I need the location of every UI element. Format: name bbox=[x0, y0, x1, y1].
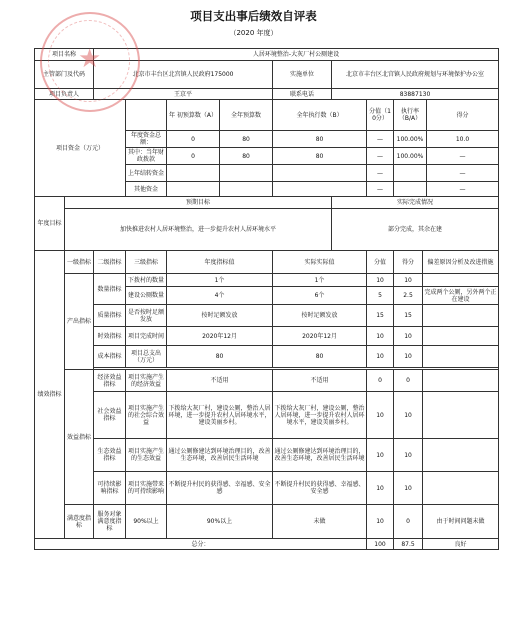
indicator-level3: 是否按时足额发放 bbox=[126, 305, 167, 327]
indicator-actual: 80 bbox=[273, 346, 367, 368]
indicator-points: 10 bbox=[394, 274, 423, 287]
funds-section-label: 项目资金（万元） bbox=[35, 100, 126, 197]
funds-row-exec bbox=[273, 182, 367, 197]
indicator-level3: 项目实施带来的可持续影响 bbox=[126, 472, 167, 505]
satisfaction-indicator-label: 满意度指标 bbox=[65, 505, 94, 539]
indicator-score: 10 bbox=[367, 327, 394, 346]
indicator-level3: 项目实施产生的生态效益 bbox=[126, 439, 167, 472]
indicator-level3: 项目总支出（万元） bbox=[126, 346, 167, 368]
indicator-level3: 项目实施产生的社会综合效益 bbox=[126, 392, 167, 439]
indicator-target: 4个 bbox=[167, 287, 273, 305]
funds-row-full: 80 bbox=[220, 131, 273, 148]
annual-goal-label: 年度目标 bbox=[35, 197, 65, 251]
indicator-level2: 服务对象满意度指标 bbox=[94, 505, 126, 539]
unit-value: 北京市丰台区北宫镇人民政府规划与环境保护办公室 bbox=[332, 61, 499, 89]
indicator-level3: 90%以上 bbox=[126, 505, 167, 539]
indicator-points: 10 bbox=[394, 439, 423, 472]
funds-row-initial: 0 bbox=[167, 131, 220, 148]
funds-row-rate: 100.00% bbox=[394, 148, 427, 165]
indicator-reason bbox=[423, 346, 499, 368]
funds-row-points: — bbox=[427, 165, 499, 182]
indicator-points: 10 bbox=[394, 392, 423, 439]
indicator-score: 10 bbox=[367, 439, 394, 472]
indicator-reason bbox=[423, 305, 499, 327]
output-indicator-label: 产出指标 bbox=[65, 274, 94, 370]
indicator-score-header: 分值 bbox=[367, 251, 394, 274]
dept-label: 主管部门及代码 bbox=[35, 61, 94, 89]
indicator-reason bbox=[423, 274, 499, 287]
funds-row-label: 上年结转资金 bbox=[126, 165, 167, 182]
indicator-points: 10 bbox=[394, 472, 423, 505]
indicator-level2: 时效指标 bbox=[94, 327, 126, 346]
indicator-level2: 经济效益指标 bbox=[94, 370, 126, 392]
indicator-level3: 项目实施产生的经济效益 bbox=[126, 370, 167, 392]
indicator-level2: 成本指标 bbox=[94, 346, 126, 368]
indicator-points-header: 得分 bbox=[394, 251, 423, 274]
indicator-level2: 质量指标 bbox=[94, 305, 126, 327]
effect-indicator-label: 效益指标 bbox=[65, 370, 94, 505]
indicator-score: 10 bbox=[367, 392, 394, 439]
funds-row-label: 其他资金 bbox=[126, 182, 167, 197]
indicator-level2-header: 二级指标 bbox=[94, 251, 126, 274]
indicator-reason-header: 偏差原因分析及改进措施 bbox=[423, 251, 499, 274]
indicator-actual: 不适用 bbox=[273, 370, 367, 392]
indicator-reason bbox=[423, 392, 499, 439]
indicator-actual-header: 实际实际值 bbox=[273, 251, 367, 274]
annual-expected-text: 加快推进农村人居环境整治，进一步提升农村人居环境水平 bbox=[65, 209, 332, 251]
funds-row-score: — bbox=[367, 131, 394, 148]
indicator-level3: 建设公厕数量 bbox=[126, 287, 167, 305]
indicator-target: 80 bbox=[167, 346, 273, 368]
funds-row-score: — bbox=[367, 165, 394, 182]
funds-row-score: — bbox=[367, 182, 394, 197]
dept-value: 北京市丰台区北宫镇人民政府175000 bbox=[94, 61, 273, 89]
indicator-level2: 社会效益指标 bbox=[94, 392, 126, 439]
funds-row-rate: 100.00% bbox=[394, 131, 427, 148]
indicator-reason bbox=[423, 370, 499, 392]
annual-actual-header: 实际完成情况 bbox=[332, 197, 499, 209]
funds-row-points: 10.0 bbox=[427, 131, 499, 148]
funds-row-exec bbox=[273, 165, 367, 182]
funds-exec-header: 全年执行数（B） bbox=[273, 100, 367, 131]
indicator-actual: 1个 bbox=[273, 274, 367, 287]
indicator-target: 按时足额发放 bbox=[167, 305, 273, 327]
funds-points-header: 得分 bbox=[427, 100, 499, 131]
indicator-level2: 可持续影响指标 bbox=[94, 472, 126, 505]
funds-row-initial bbox=[167, 165, 220, 182]
funds-row-full bbox=[220, 165, 273, 182]
indicator-actual: 按时足额发放 bbox=[273, 305, 367, 327]
indicator-reason bbox=[423, 472, 499, 505]
funds-row-points: — bbox=[427, 182, 499, 197]
indicator-target: 不适用 bbox=[167, 370, 273, 392]
document-subtitle: （2020 年度） bbox=[229, 29, 278, 37]
unit-label: 实施单位 bbox=[273, 61, 332, 89]
indicator-points: 0 bbox=[394, 370, 423, 392]
funds-row-label: 年度资金总额： bbox=[126, 131, 167, 148]
leader-label: 项目负责人 bbox=[35, 89, 94, 100]
indicator-target: 不断提升村民的获得感、幸福感、安全感 bbox=[167, 472, 273, 505]
indicator-target: 2020年12月 bbox=[167, 327, 273, 346]
funds-blank-header bbox=[126, 100, 167, 131]
indicator-level1-header: 一级指标 bbox=[65, 251, 94, 274]
indicator-score: 10 bbox=[367, 346, 394, 368]
indicator-score: 0 bbox=[367, 370, 394, 392]
indicator-target: 90%以上 bbox=[167, 505, 273, 539]
indicator-target: 1个 bbox=[167, 274, 273, 287]
total-grade: 良好 bbox=[423, 539, 499, 550]
indicator-target: 下拨给大灰厂村，建设公厕，整治人居环境，进一步提升农村人居环境水平，建设美丽乡村。 bbox=[167, 392, 273, 439]
indicator-level3: 下拨村的数量 bbox=[126, 274, 167, 287]
indicator-level3-header: 三级指标 bbox=[126, 251, 167, 274]
funds-full-header: 全年预算数 bbox=[220, 100, 273, 131]
funds-row-initial: 0 bbox=[167, 148, 220, 165]
indicator-actual: 6个 bbox=[273, 287, 367, 305]
total-score: 100 bbox=[367, 539, 394, 550]
funds-row-points: — bbox=[427, 148, 499, 165]
indicator-actual: 不断提升村民的获得感、幸福感、安全感 bbox=[273, 472, 367, 505]
funds-row-rate bbox=[394, 182, 427, 197]
indicator-actual: 未做 bbox=[273, 505, 367, 539]
indicator-points: 10 bbox=[394, 327, 423, 346]
indicator-reason bbox=[423, 327, 499, 346]
indicator-reason: 由于时间问题未做 bbox=[423, 505, 499, 539]
indicator-actual: 下拨给大灰厂村，建设公厕，整治人居环境，进一步提升农村人居环境水平，建设美丽乡村。 bbox=[273, 392, 367, 439]
indicator-reason bbox=[423, 439, 499, 472]
indicator-score: 10 bbox=[367, 505, 394, 539]
indicator-points: 2.5 bbox=[394, 287, 423, 305]
total-label: 总分： bbox=[35, 539, 367, 550]
indicator-points: 10 bbox=[394, 346, 423, 368]
project-name-label: 项目名称 bbox=[35, 49, 94, 61]
funds-row-exec: 80 bbox=[273, 148, 367, 165]
funds-row-full bbox=[220, 182, 273, 197]
funds-score-header: 分值（10分） bbox=[367, 100, 394, 131]
indicator-level2: 数量指标 bbox=[94, 274, 126, 305]
indicator-score: 10 bbox=[367, 472, 394, 505]
funds-row-label: 其中：当年财政拨款 bbox=[126, 148, 167, 165]
funds-row-full: 80 bbox=[220, 148, 273, 165]
funds-rate-header: 执行率（B/A） bbox=[394, 100, 427, 131]
indicator-level2: 生态效益指标 bbox=[94, 439, 126, 472]
funds-row-exec: 80 bbox=[273, 131, 367, 148]
indicator-score: 10 bbox=[367, 274, 394, 287]
phone-value: 83887130 bbox=[332, 89, 499, 100]
funds-row-score: — bbox=[367, 148, 394, 165]
annual-expected-header: 预期目标 bbox=[65, 197, 332, 209]
indicator-actual: 通过公厕修建达到环境治理目的，改善生态环境，改善居民生活环境 bbox=[273, 439, 367, 472]
indicator-points: 15 bbox=[394, 305, 423, 327]
document-title: 项目支出事后绩效自评表 bbox=[190, 9, 317, 23]
indicator-actual: 2020年12月 bbox=[273, 327, 367, 346]
indicator-target-header: 年度指标值 bbox=[167, 251, 273, 274]
indicator-score: 5 bbox=[367, 287, 394, 305]
project-name-value: 人居环境整治-大灰厂村公厕建设 bbox=[94, 49, 499, 61]
seal-star-icon: ★ bbox=[78, 44, 102, 74]
indicator-section-label: 绩效指标 bbox=[35, 251, 65, 539]
indicator-level3: 项目完成时间 bbox=[126, 327, 167, 346]
indicator-score: 15 bbox=[367, 305, 394, 327]
funds-initial-header: 年 初预算数（A） bbox=[167, 100, 220, 131]
indicator-reason: 完成两个公厕，另外两个正在建设 bbox=[424, 288, 497, 303]
evaluation-table bbox=[34, 48, 499, 550]
indicator-points: 0 bbox=[394, 505, 423, 539]
leader-value: 王京平 bbox=[94, 89, 273, 100]
annual-actual-text: 部分完成，其余在建 bbox=[332, 209, 499, 251]
indicator-target: 通过公厕修建达到环境治理目的，改善生态环境，改善居民生活环境 bbox=[167, 439, 273, 472]
funds-row-rate bbox=[394, 165, 427, 182]
funds-row-initial bbox=[167, 182, 220, 197]
total-points: 87.5 bbox=[394, 539, 423, 550]
phone-label: 联系电话 bbox=[273, 89, 332, 100]
